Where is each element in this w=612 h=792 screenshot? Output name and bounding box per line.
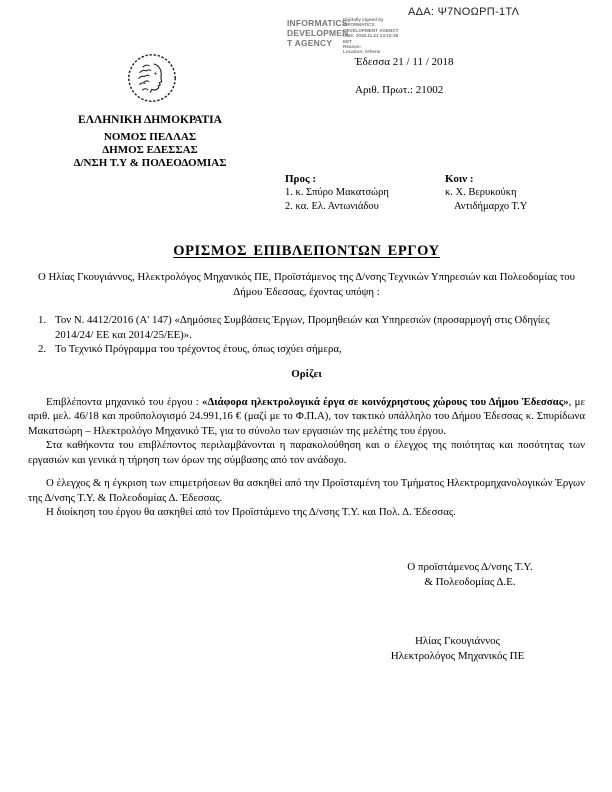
consideration-item bbox=[28, 342, 585, 357]
administration-paragraph: Η διοίκηση του έργου θα ασκηθεί από τον Προϊστάμενο της Δ/νσης Τ.Υ. και Πολ. Δ. Έδεσσας. bbox=[46, 506, 456, 518]
stamp-line: Digitally signed by bbox=[343, 17, 384, 22]
org-municipality: ΔΗΜΟΣ ΕΔΕΣΣΑΣ bbox=[102, 144, 198, 156]
stamp-line: Reason: bbox=[343, 44, 362, 50]
agency-line: DEVELOPMEN bbox=[287, 27, 349, 38]
agency-line: T AGENCY bbox=[287, 37, 333, 48]
recipients-cc-column bbox=[445, 172, 527, 214]
appointment-paragraph bbox=[28, 395, 585, 439]
document-title: ΟΡΙΣΜΟΣ ΕΠΙΒΛΕΠΟΝΤΩΝ ΕΡΓΟΥ bbox=[173, 243, 440, 259]
consideration-text: Τον Ν. 4412/2016 (Α' 147) «Δημόσιες Συμβάσεις Έργων, Προμηθειών και Υπηρεσιών (προσαρμογή στις Οδηγίες 2014/24/ ΕΕ και 2014/25/ΕΕ)». bbox=[55, 314, 550, 341]
org-prefecture: ΝΟΜΟΣ ΠΕΛΛΑΣ bbox=[103, 131, 197, 143]
stamp-line: Date: 2018.11.21 13:10:38 bbox=[343, 33, 399, 39]
project-title-text: «Διάφορα ηλεκτρολογικά έργα σε κοινόχρηστους χώρους του Δήμου Έδεσσας» bbox=[202, 395, 569, 408]
document-body bbox=[28, 243, 585, 520]
approval-paragraph: Ο έλεγχος & η έγκριση των επιμετρήσεων θα ασκηθεί από την Προϊσταμένη του Τμήματος Ηλεκτρομηχανολογικών Έργων της Δ/νσης Τ.Υ. & Πολεοδομίας Δ. Έδεσσας. bbox=[28, 477, 585, 504]
appointment-text-post: , με αριθ. μελ. 46/18 και προϋπολογισμό 24.991,16 € (μαζί με το Φ.Π.Α), τον τακτικό υπάλληλο του Δήμου Έδεσσας κ. Σπυρίδωνα Μακατσώρη – Ηλεκτρολόγο Μηχανικό ΤΕ, για το σύνολο των εργασιών της μελέτης του έργου. bbox=[28, 395, 585, 437]
to-label: Προς : bbox=[285, 173, 316, 185]
municipal-seal-icon bbox=[126, 52, 178, 104]
cc-recipient: κ. Χ. Βερυκούκη bbox=[445, 187, 517, 198]
consideration-text: Το Τεχνικό Πρόγραμμα του τρέχοντος έτους, όπως ισχύει σήμερα, bbox=[55, 343, 342, 355]
recipients-to-column bbox=[285, 172, 389, 214]
signer-name: Ηλίας Γκουγιάννος bbox=[414, 635, 501, 647]
org-directorate: Δ/ΝΣΗ Τ.Υ & ΠΟΛΕΟΔΟΜΙΑΣ bbox=[73, 157, 227, 169]
protocol-number: Αριθ. Πρωτ.: 21002 bbox=[355, 84, 444, 96]
decides-heading: Ορίζει bbox=[291, 367, 322, 380]
stamp-line: EET bbox=[343, 38, 352, 44]
to-recipient: 2. κα. Ελ. Αντωνιάδου bbox=[285, 201, 379, 212]
consideration-number: 1. bbox=[38, 314, 47, 326]
stamp-line: DEVELOPMENT AGENCY bbox=[343, 27, 399, 33]
ada-code: ΑΔΑ: Ψ7ΝΟΩΡΠ-1ΤΛ bbox=[408, 6, 520, 18]
cc-recipient-role: Αντιδήμαρχο Τ.Υ bbox=[454, 201, 528, 212]
org-hellenic-republic: ΕΛΛΗΝΙΚΗ ΔΗΜΟΚΡΑΤΙΑ bbox=[78, 114, 222, 126]
consideration-number: 2. bbox=[38, 343, 47, 355]
duties-paragraph: Στα καθήκοντα του επιβλέποντος περιλαμβάνονται η παρακολούθηση και ο έλεγχος της ποιότητας και ποσότητας των εργασιών και γενικά η τήρηση των όρων της σύμβασης από τον ανάδοχο. bbox=[28, 439, 585, 466]
signer-role-line: & Πολεοδομίας Δ.Ε. bbox=[424, 575, 516, 588]
considerations-list bbox=[28, 313, 585, 357]
stamp-line: INFORMATICS bbox=[343, 22, 375, 28]
intro-paragraph: Ο Ηλίας Γκουγιάννος, Ηλεκτρολόγος Μηχανικός ΠΕ, Προϊστάμενος της Δ/νσης Τεχνικών Υπηρεσιών και Πολεοδομίας του Δήμου Έδεσσας, έχοντας υπόψη : bbox=[38, 271, 575, 298]
signer-title: Ηλεκτρολόγος Μηχανικός ΠΕ bbox=[390, 649, 525, 662]
issue-place-date: Έδεσσα 21 / 11 / 2018 bbox=[355, 56, 454, 68]
issuing-authority-block bbox=[30, 114, 270, 170]
cc-label: Κοιν : bbox=[445, 173, 474, 185]
agency-line: INFORMATICS bbox=[287, 18, 348, 28]
to-recipient: 1. κ. Σπύρο Μακατσώρη bbox=[285, 187, 389, 198]
stamp-line: Location: Athens bbox=[343, 49, 381, 55]
signer-name-block bbox=[330, 634, 585, 663]
consideration-item bbox=[28, 313, 585, 342]
signer-role-line: Ο προϊστάμενος Δ/νσης Τ.Υ. bbox=[407, 561, 533, 573]
digital-signature-stamp-details bbox=[343, 17, 409, 55]
appointment-text-pre: Επιβλέποντα μηχανικό του έργου : bbox=[46, 395, 203, 408]
signer-role-block bbox=[350, 560, 590, 589]
